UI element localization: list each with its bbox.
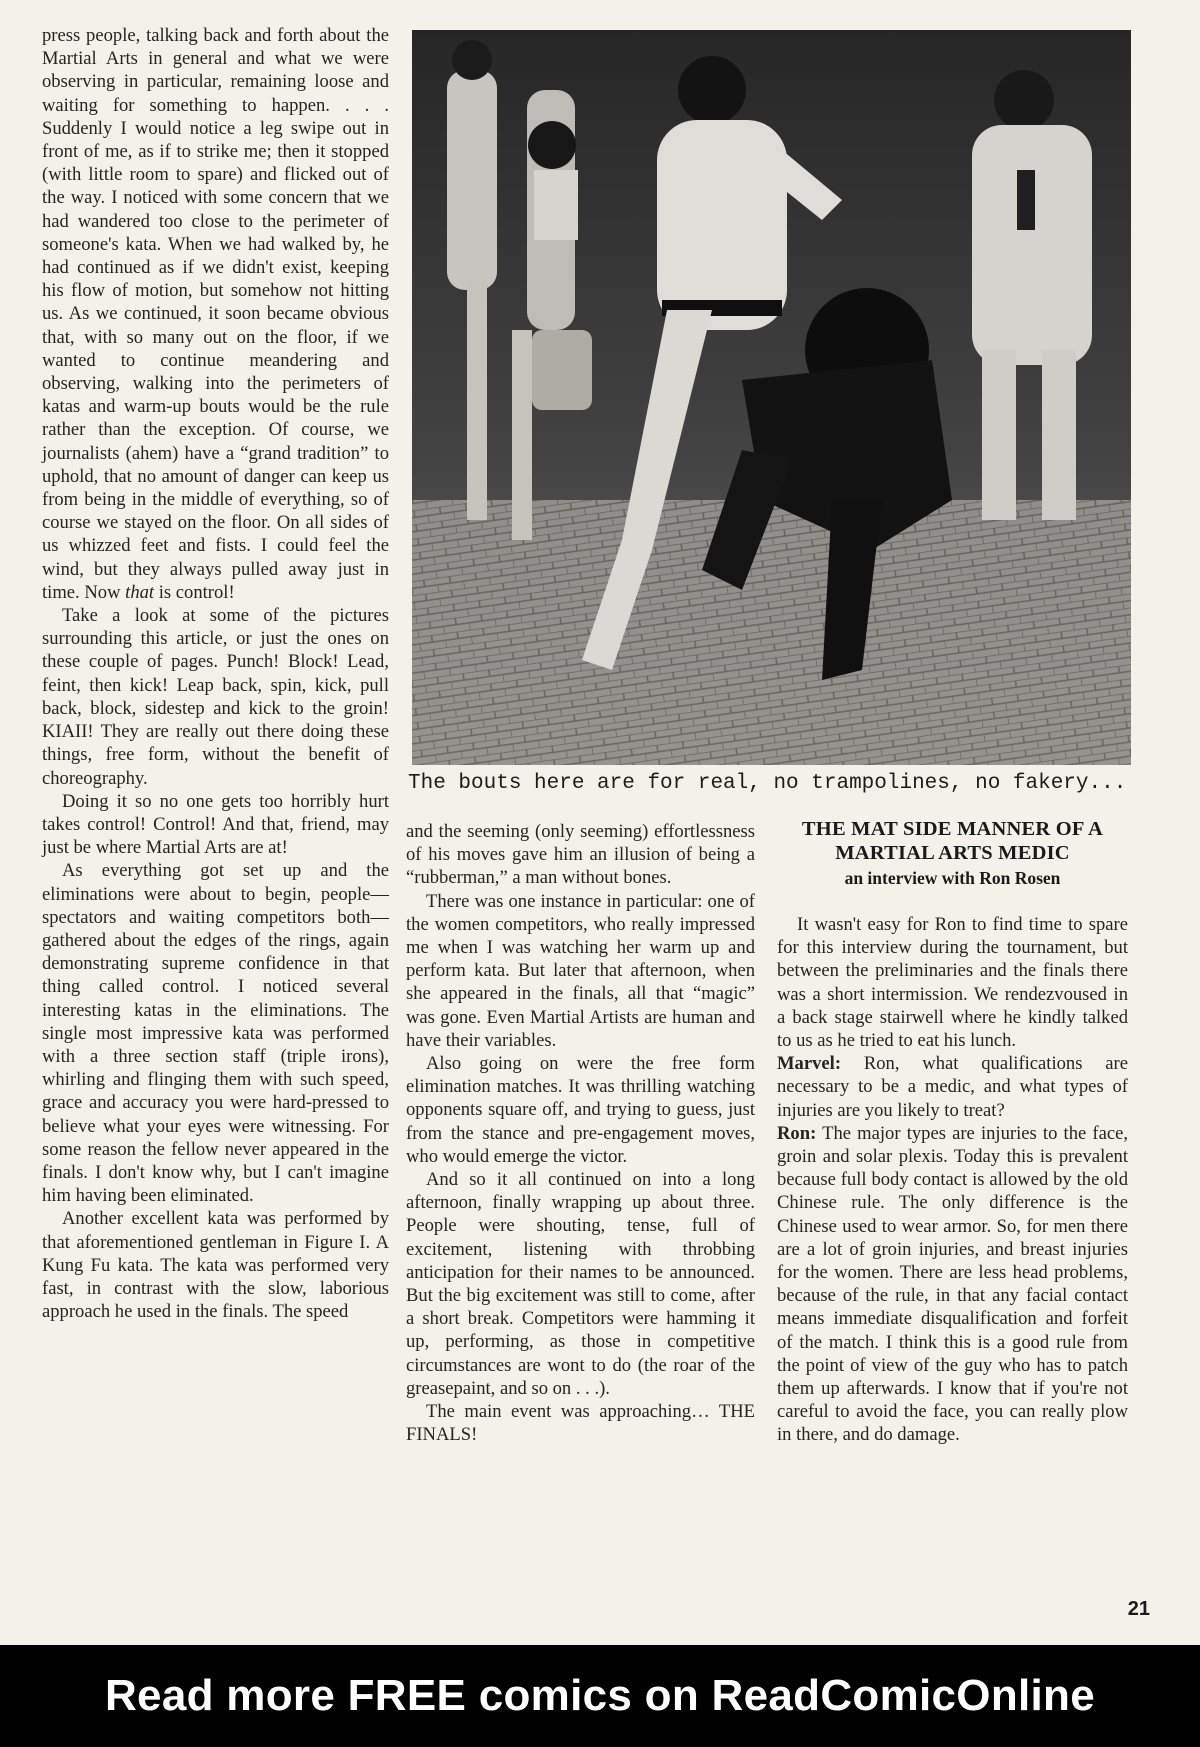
col2-paragraph-3: Also going on were the free form elimination matches. It was thrilling watching opponents square off, and trying to guess, just from the stance and pre-engagement moves, who would emerge the victor. xyxy=(406,1053,755,1167)
headline-line-1: THE MAT SIDE MANNER OF A xyxy=(801,818,1104,840)
col2-paragraph-2: There was one instance in particular: one of the women competitors, who really impressed me when I was watching her warm up and perform kata. But later that afternoon, when she appeared in the finals, all that “magic” was gone. Even Martial Artists are human and have their variables. xyxy=(406,890,755,1051)
col1-paragraph-3: Doing it so no one gets too horribly hurt takes control! Control! And that, friend, may just be where Martial Arts are at! xyxy=(42,790,389,859)
emphasis-that: that xyxy=(125,581,155,603)
col2-paragraph-5: The main event was approaching… THE FINALS! xyxy=(406,1401,755,1446)
article-column-3 xyxy=(777,913,1128,1447)
col1-paragraph-5: Another excellent kata was performed by that aforementioned gentleman in Figure I. A Kung Fu kata. The kata was performed very fast, in contrast with the slow, laborious approach he used in the finals. The speed xyxy=(42,1208,389,1323)
col3-intro: It wasn't easy for Ron to find time to spare for this interview during the tournament, but between the preliminaries and the finals there was a short intermission. We rendezvoused in a back stage stairwell where he kindly talked to us as he tried to eat his lunch. xyxy=(777,914,1128,1052)
speaker-ron: Ron: xyxy=(777,1122,817,1144)
page-number: 21 xyxy=(1127,1598,1150,1620)
headline-line-2: MARTIAL ARTS MEDIC xyxy=(835,842,1070,864)
col2-paragraph-1: and the seeming (only seeming) effortlessness of his moves gave him an illusion of being a “rubberman,” a man without bones. xyxy=(406,821,755,889)
col1-paragraph-1: press people, talking back and forth about the Martial Arts in general and what we were observing in particular, remaining loose and waiting for something to happen. . . . Suddenly I would notice a leg swipe out in front of me, as if to strike me; then it stopped (with little room to spare) and flicked out of the way. I noticed with some concern that we had wandered too close to the perimeter of someone's kata. When we had walked by, he had continued as if we didn't exist, keeping his flow of motion, but somehow not hitting us. As we continued, it soon became obvious that, with so many out on the floor, if we wanted to continue meandering and observing, walking into the perimeters of katas and warm-up bouts would be the rule rather than the exception. Of course, we journalists (ahem) have a “grand tradition” to uphold, that no amount of danger can keep us from being in the middle of everything, so of course we stayed on the floor. On all sides of us whizzed feet and fists. I could feel the wind, but they always pulled away just in time. Now that is control! xyxy=(42,25,389,603)
photo-illustration xyxy=(412,30,1131,765)
headline-subtitle: an interview with Ron Rosen xyxy=(844,868,1061,888)
col1-paragraph-4: As everything got set up and the eliminations were about to begin, people—spectators and waiting competitors both—gathered about the edges of the rings, again demonstrating supreme confidence in that thing called control. I noticed several interesting katas in the eliminations. The single most impressive kata was performed with a three section staff (triple irons), whirling and flinging them with such speed, grace and accuracy you were hard-pressed to believe what your eyes were witnessing. For some reason the fellow never appeared in the finals. I don't know why, but I can't imagine him having been eliminated. xyxy=(42,860,389,1207)
article-column-1 xyxy=(42,24,389,1323)
col1-paragraph-2: Take a look at some of the pictures surrounding this article, or just the ones on these couple of pages. Punch! Block! Lead, feint, then kick! Leap back, spin, kick, pull back, block, sidestep and kick to the groin! KIAII! They are really out there doing these things, free form, without the benefit of choreography. xyxy=(42,605,389,789)
col2-paragraph-4: And so it all continued on into a long afternoon, finally wrapping up about three. People were shouting, tense, full of excitement, listening with throbbing anticipation for their names to be announced. But the big excitement was still to come, after a short break. Competitors were hamming it up, performing, as those in competitive circumstances are wont to do (the roar of the greasepaint, and so on . . .). xyxy=(406,1169,755,1399)
interview-headline xyxy=(777,817,1128,889)
answer-text: The major types are injuries to the face, groin and solar plexis. Today this is prevalent because full body contact is allowed by the old Chinese rule. The only difference is the Chinese used to wear armor. So, for men there are a lot of groin injuries, and breast injuries for the women. There are less head problems, because of the rule, in that any facial contact means immediate disqualification and forfeit of the match. I think this is a good rule from the point of view of the guy who has to patch them up afterwards. I know that if you're not careful to avoid the face, you can really plow in there, and do damage. xyxy=(777,1122,1128,1446)
photo-caption: The bouts here are for real, no trampolines, no fakery... xyxy=(408,772,1127,795)
article-column-2 xyxy=(406,820,755,1446)
question-text: Ron, what qualifications are necessary to be a medic, and what types of injuries are you likely to treat? xyxy=(777,1053,1128,1121)
martial-arts-bout-photo xyxy=(412,30,1131,765)
speaker-marvel: Marvel: xyxy=(777,1053,842,1075)
promo-banner[interactable]: Read more FREE comics on ReadComicOnline xyxy=(0,1645,1200,1747)
interview-answer xyxy=(777,1122,1128,1447)
interview-question xyxy=(777,1052,1128,1122)
